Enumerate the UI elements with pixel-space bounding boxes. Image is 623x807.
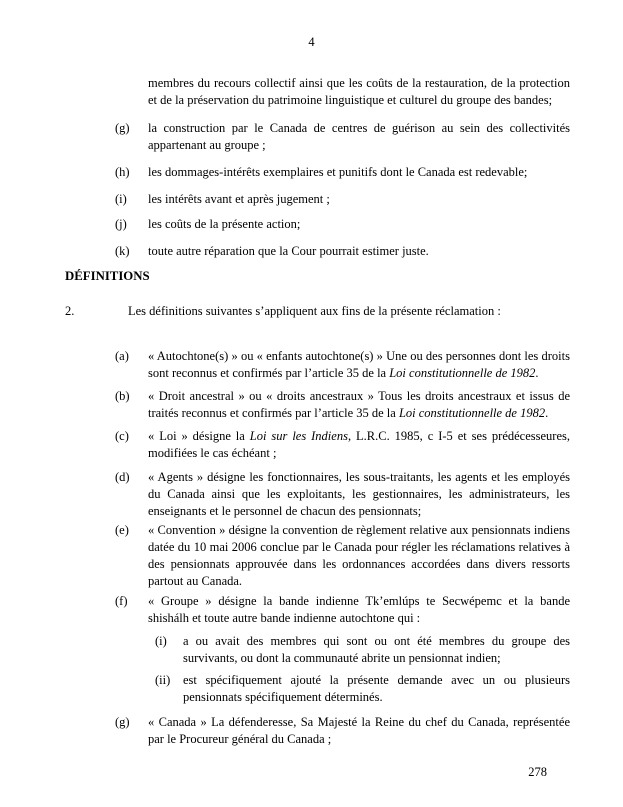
definition-item-label: (g)	[115, 715, 130, 729]
definition-subitem-label: (ii)	[155, 673, 171, 687]
definition-item-label: (f)	[115, 594, 128, 608]
definition-subitem-label: (i)	[155, 634, 167, 648]
relief-item-text: les intérêts avant et après jugement ;	[148, 192, 330, 206]
definition-item-text	[148, 388, 570, 422]
definition-text-run: , L.R.C. 1985, c I-5 et ses prédécesseures, modifiées le cas échéant ;	[148, 429, 570, 460]
definition-item-label: (b)	[115, 389, 130, 403]
law-title-italic: Loi constitutionnelle de 1982	[398, 406, 546, 420]
relief-item-i	[115, 191, 570, 208]
relief-item-label: (g)	[115, 121, 130, 135]
paragraph-number: 2.	[65, 304, 75, 318]
definition-subitem-text: a ou avait des membres qui sont ou ont été membres du groupe des survivants, ou dont la communauté abrite un pensionnat indien;	[183, 634, 570, 665]
definition-item-label: (a)	[115, 349, 129, 363]
relief-item-h	[115, 164, 570, 181]
continuation-paragraph: membres du recours collectif ainsi que les coûts de la restauration, de la protection et de la préservation du patrimoine linguistique et culturel du groupe des bandes;	[148, 76, 570, 107]
definition-text-run: « Autochtone(s) » ou « enfants autochtone(s) » Une ou des personnes dont les droits sont reconnus et confirmés par l’article 35 de la	[148, 349, 570, 380]
relief-item-g	[115, 120, 570, 154]
definition-item-c	[115, 428, 570, 462]
definition-item-f	[115, 593, 570, 706]
definition-item-g	[115, 714, 570, 748]
definition-item-text: « Canada » La défenderesse, Sa Majesté la Reine du chef du Canada, représentée par le Procureur général du Canada ;	[148, 715, 570, 746]
definition-item-label: (e)	[115, 523, 129, 537]
definition-text-run: « Loi » désigne la	[148, 429, 250, 443]
definition-subitem-ii	[155, 672, 570, 706]
definition-item-text: « Convention » désigne la convention de règlement relative aux pensionnats indiens datée du 10 mai 2006 conclue par le Canada pour régler les réclamations relatives à des pensionnats approuvée dans les ordonnances accordées dans divers ressorts partout au Canada.	[148, 523, 570, 588]
definition-item-d	[115, 469, 570, 520]
definition-text-run: « Droit ancestral » ou « droits ancestraux » Tous les droits ancestraux et issus de traités reconnus et confirmés par l’article 35 de la	[148, 389, 570, 420]
law-title-italic: Loi sur les Indiens	[249, 429, 348, 443]
paragraph-text: Les définitions suivantes s’appliquent aux fins de la présente réclamation :	[128, 304, 501, 318]
definition-item-label: (d)	[115, 470, 130, 484]
definition-item-intro: « Groupe » désigne la bande indienne Tk’emlúps te Secwépemc et la bande shishálh et toute autre bande indienne autochtone qui :	[148, 594, 570, 625]
relief-item-j	[115, 216, 570, 233]
definition-item-b	[115, 388, 570, 422]
paragraph-2	[65, 303, 570, 320]
definition-subitem-i	[155, 633, 570, 667]
definition-text-run: .	[545, 406, 549, 420]
relief-item-text: la construction par le Canada de centres de guérison au sein des collectivités appartenant au groupe ;	[148, 121, 570, 152]
relief-item-label: (j)	[115, 217, 127, 231]
relief-item-label: (h)	[115, 165, 130, 179]
relief-item-text: toute autre réparation que la Cour pourrait estimer juste.	[148, 244, 429, 258]
definition-item-label: (c)	[115, 429, 129, 443]
relief-item-label: (i)	[115, 192, 127, 206]
relief-item-text: les dommages-intérêts exemplaires et punitifs dont le Canada est redevable;	[148, 165, 528, 179]
definition-item-text	[148, 348, 570, 382]
definition-subitem-text: est spécifiquement ajouté la présente demande avec un ou plusieurs pensionnats spécifiquement déterminés.	[183, 673, 570, 704]
definition-item-text	[148, 428, 570, 462]
definition-item-text: « Agents » désigne les fonctionnaires, les sous-traitants, les agents et les employés du Canada ainsi que les exploitants, les gestionnaires, les administrateurs, les enseignants et le personnel de chacun des pensionnats;	[148, 470, 570, 518]
definition-item-text	[148, 593, 570, 706]
definition-item-a	[115, 348, 570, 382]
page-number-bottom: 278	[528, 765, 547, 779]
definition-item-e	[115, 522, 570, 590]
law-title-italic: Loi constitutionnelle de 1982	[389, 366, 536, 380]
relief-item-k	[115, 243, 570, 260]
definitions-heading: DÉFINITIONS	[65, 269, 150, 283]
relief-item-text: les coûts de la présente action;	[148, 217, 301, 231]
definition-text-run: .	[535, 366, 539, 380]
page-number-top: 4	[308, 35, 315, 49]
relief-item-label: (k)	[115, 244, 130, 258]
